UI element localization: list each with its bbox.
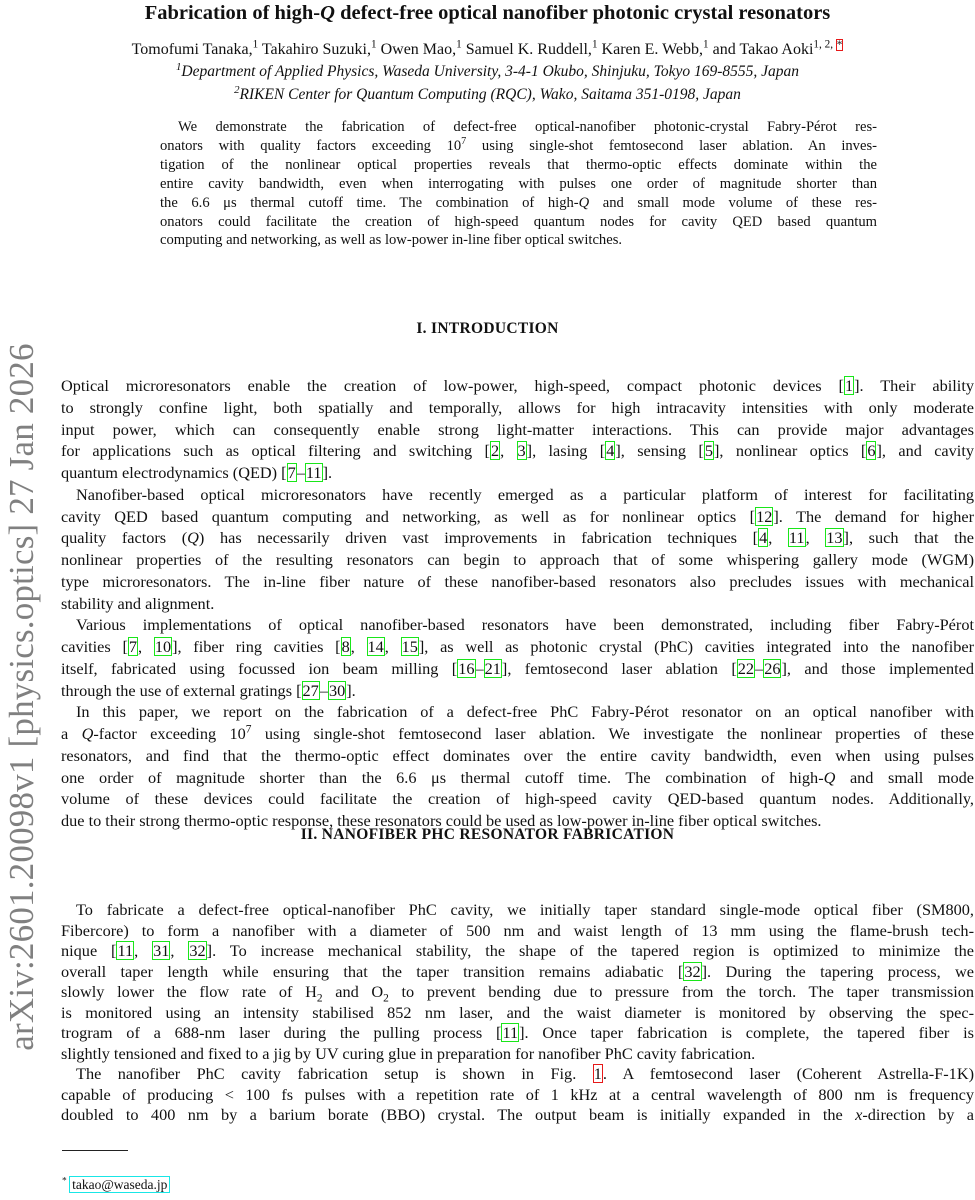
text-line: is monitored using an intensity stabilised 852 nm laser, and the waist diameter is monitored by observing the spec- — [61, 1002, 974, 1022]
figure-link[interactable]: 1 — [593, 1064, 602, 1084]
text-line: onators could facilitate the creation of high-speed quantum nodes for cavity QED based quantum — [160, 213, 877, 230]
citation-link[interactable]: 26 — [764, 658, 781, 678]
citation-link[interactable]: 4 — [759, 528, 768, 548]
fabrication-body — [61, 900, 974, 1126]
citation-link[interactable]: 8 — [341, 637, 350, 656]
text-line: Fibercore) to form a nanofiber with a diameter of 500 nm and waist length of 13 mm using the flame-brush tech- — [61, 920, 974, 940]
text-line: for applications such as optical filtering and switching [2, 3], lasing [4], sensing [5], nonlinear optics [6], and cavity — [61, 441, 974, 461]
text-line: Optical microresonators enable the creation of low-power, high-speed, compact photonic devices [1]. Their ability — [61, 376, 974, 395]
citation-link[interactable]: 14 — [367, 637, 384, 656]
text-line: resonators, and find that the thermo-optic effect dominates over the entire cavity bandwidth, even when using pulses — [61, 745, 974, 765]
citation-link[interactable]: 15 — [401, 637, 418, 656]
citation-link[interactable]: 13 — [826, 528, 843, 548]
citation-link[interactable]: 11 — [788, 528, 805, 548]
text-line: type microresonators. The in-line fiber nature of these nanofiber-based resonators also precludes issues with mechanical — [61, 571, 974, 591]
section-heading-fabrication: II. NANOFIBER PHC RESONATOR FABRICATION — [300, 826, 675, 843]
text-line: a Q-factor exceeding $10^7$ using single-shot femtosecond laser ablation. We investigate the nonlinear properties of these — [61, 723, 975, 743]
text-line: onators with quality factors exceeding $10^7$ using single-shot femtosecond laser ablation. An inves- — [160, 136, 877, 154]
text-line: We demonstrate the fabrication of defect-free optical-nanofiber photonic-crystal Fabry-Pérot res- — [178, 119, 877, 135]
citation-link[interactable]: 7 — [128, 637, 138, 656]
affiliation-1: $^1$Department of Applied Physics, Waseda University, 3-4-1 Okubo, Shinjuku, Tokyo 169-8555, Japan — [175, 60, 800, 80]
text-line: Nanofiber-based optical microresonators have recently emerged as a particular platform of interest for facilitating — [76, 484, 974, 504]
citation-link[interactable]: 2 — [490, 441, 500, 461]
text-line: capable of producing < 100 fs pulses with a repetition rate of 1 kHz at a central wavelength of 800 nm is frequency — [61, 1084, 974, 1104]
text-line: nonlinear properties of the resulting resonators can begin to approach that of some whispering gallery mode (WGM) — [61, 550, 974, 569]
text-line: through the use of external gratings [27–30]. — [61, 680, 356, 700]
arxiv-identifier-stamp: arXiv:2601.20098v1 [physics.optics] 27 Jan 2026 — [2, 343, 41, 1051]
citation-link[interactable]: 6 — [867, 441, 876, 461]
citation-link[interactable]: 10 — [154, 637, 172, 656]
citation-link[interactable]: 22 — [737, 658, 755, 678]
math-symbol: x — [855, 1105, 863, 1125]
footnote — [62, 1177, 169, 1193]
text-line: In this paper, we report on the fabrication of a defect-free PhC Fabry-Pérot resonator on an optical nanofiber with — [76, 702, 974, 722]
text-line: doubled to 400 nm by a barium borate (BBO) crystal. The output beam is initially expanded in the x-direction by a — [61, 1105, 974, 1125]
text-line: one order of magnitude shorter than the 6.6 μs thermal cutoff time. The combination of high-Q and small mode — [61, 767, 974, 787]
superscript: 7 — [245, 723, 252, 736]
text-line: quantum electrodynamics (QED) [7–11]. — [61, 463, 333, 482]
citation-link[interactable]: 30 — [328, 680, 346, 700]
citation-link[interactable]: 11 — [305, 463, 322, 482]
text-line: cavities [7, 10], fiber ring cavities [8, 14, 15], as well as photonic crystal (PhC) cavities integrated into the nanofiber — [61, 637, 975, 656]
math-symbol: Q — [578, 194, 590, 211]
affiliation-2: $^2$RIKEN Center for Quantum Computing (RQC), Wako, Saitama 351-0198, Japan — [234, 83, 741, 103]
text-line: input power, which can consequently enable strong light-matter interactions. This can provide major advantages — [61, 419, 974, 439]
footnote-link[interactable]: * — [836, 38, 843, 51]
introduction-body — [61, 375, 974, 832]
author-list: Tomofumi Tanaka,$^1$ Takahiro Suzuki,$^1$ Owen Mao,$^1$ Samuel K. Ruddell,$^1$ Karen E. Webb,$^1$ and Takao Aoki$^{1, 2,}$ * — [131, 38, 843, 58]
text-line: due to their strong thermo-optic response, these resonators could be used as low-power in-line fiber optical switches. — [61, 811, 822, 830]
citation-link[interactable]: 16 — [458, 658, 475, 678]
superscript: 1 — [591, 38, 598, 51]
citation-link[interactable]: 7 — [287, 463, 296, 482]
text-line: quality factors (Q) has necessarily driven vast improvements in fabrication techniques [4, 11, 13], such that the — [61, 528, 975, 548]
text-line: cavity QED based quantum computing and networking, as well as for nonlinear optics [12]. The demand for higher — [61, 506, 974, 526]
footnote-divider — [62, 1150, 128, 1151]
citation-link[interactable]: 12 — [756, 506, 773, 526]
subscript: 2 — [316, 992, 323, 1005]
citation-link[interactable]: 32 — [684, 961, 701, 981]
math-symbol: Q — [187, 528, 199, 548]
citation-link[interactable]: 11 — [502, 1023, 519, 1043]
math-symbol: Q — [320, 2, 335, 24]
citation-link[interactable]: 27 — [302, 680, 319, 700]
abstract — [160, 118, 877, 250]
text-line: to strongly confine light, both spatially and temporally, allows for high intracavity intensities with only moderate — [61, 397, 974, 417]
superscript: 1 — [703, 38, 709, 51]
paper-title: Fabrication of high-Q defect-free optical nanofiber photonic crystal resonators — [144, 2, 831, 24]
citation-link[interactable]: 21 — [484, 658, 501, 678]
footnote-mark: * — [62, 1176, 67, 1187]
text-line: To fabricate a defect-free optical-nanofiber PhC cavity, we initially taper standard single-mode optical fiber (SM800, — [76, 900, 974, 919]
text-line: itself, fabricated using focussed ion beam milling [16–21], femtosecond laser ablation [22–26], and those implemented — [61, 658, 975, 678]
superscript: 1 — [370, 38, 377, 51]
text-line: The nanofiber PhC cavity fabrication setup is shown in Fig. 1. A femtosecond laser (Coherent Astrella-F-1K) — [76, 1064, 975, 1084]
text-line: slowly lower the flow rate of $H_2$ and $O_2$ to prevent bending due to pressure from the torch. The taper transmission — [61, 982, 974, 1005]
text-line: slightly tensioned and fixed to a jig by UV curing glue in preparation for nanofiber PhC cavity fabrication. — [61, 1043, 756, 1063]
text-line: the 6.6 μs thermal cutoff time. The combination of high-Q and small mode volume of these res- — [160, 194, 877, 211]
citation-link[interactable]: 11 — [117, 941, 134, 961]
citation-link[interactable]: 31 — [153, 941, 170, 961]
text-line: tigation of the nonlinear optical properties reveals that thermo-optic effects dominate within the — [160, 156, 877, 173]
superscript: 7 — [461, 136, 467, 148]
text-line: overall taper length while ensuring that the taper transition remains adiabatic [32]. During the tapering process, we — [61, 961, 974, 981]
superscript: 1 — [175, 60, 182, 73]
superscript: 1, 2, — [813, 38, 836, 51]
text-line: entire cavity bandwidth, even when interrogating with pulses one order of magnitude shorter than — [160, 175, 877, 192]
email-link[interactable]: takao@waseda.jp — [72, 1177, 168, 1192]
citation-link[interactable]: 32 — [189, 941, 206, 961]
text-line: stability and alignment. — [61, 593, 215, 613]
superscript: 2 — [234, 83, 240, 96]
math-symbol: Q — [81, 724, 94, 743]
text-line: Various implementations of optical nanofiber-based resonators have been demonstrated, including fiber Fabry-Pérot — [76, 615, 974, 635]
text-line: computing and networking, as well as low-power in-line fiber optical switches. — [160, 232, 623, 249]
subscript: 2 — [383, 992, 389, 1005]
section-heading-introduction: I. INTRODUCTION — [416, 320, 559, 337]
text-line: volume of these devices could facilitate the creation of high-speed cavity QED-based quantum nodes. Additionally, — [61, 789, 974, 809]
text-line: nique [11, 31, 32]. To increase mechanical stability, the shape of the tapered region is optimized to minimize the — [61, 941, 975, 961]
citation-link[interactable]: 1 — [844, 376, 854, 395]
citation-link[interactable]: 5 — [704, 441, 713, 461]
citation-link[interactable]: 4 — [606, 441, 615, 461]
superscript: 1 — [456, 38, 462, 51]
text-line: trogram of a 688-nm laser during the pulling process [11]. Once taper fabrication is complete, the tapered fiber is — [61, 1023, 974, 1043]
citation-link[interactable]: 3 — [517, 441, 526, 461]
math-symbol: Q — [823, 767, 836, 787]
superscript: 1 — [252, 38, 259, 51]
